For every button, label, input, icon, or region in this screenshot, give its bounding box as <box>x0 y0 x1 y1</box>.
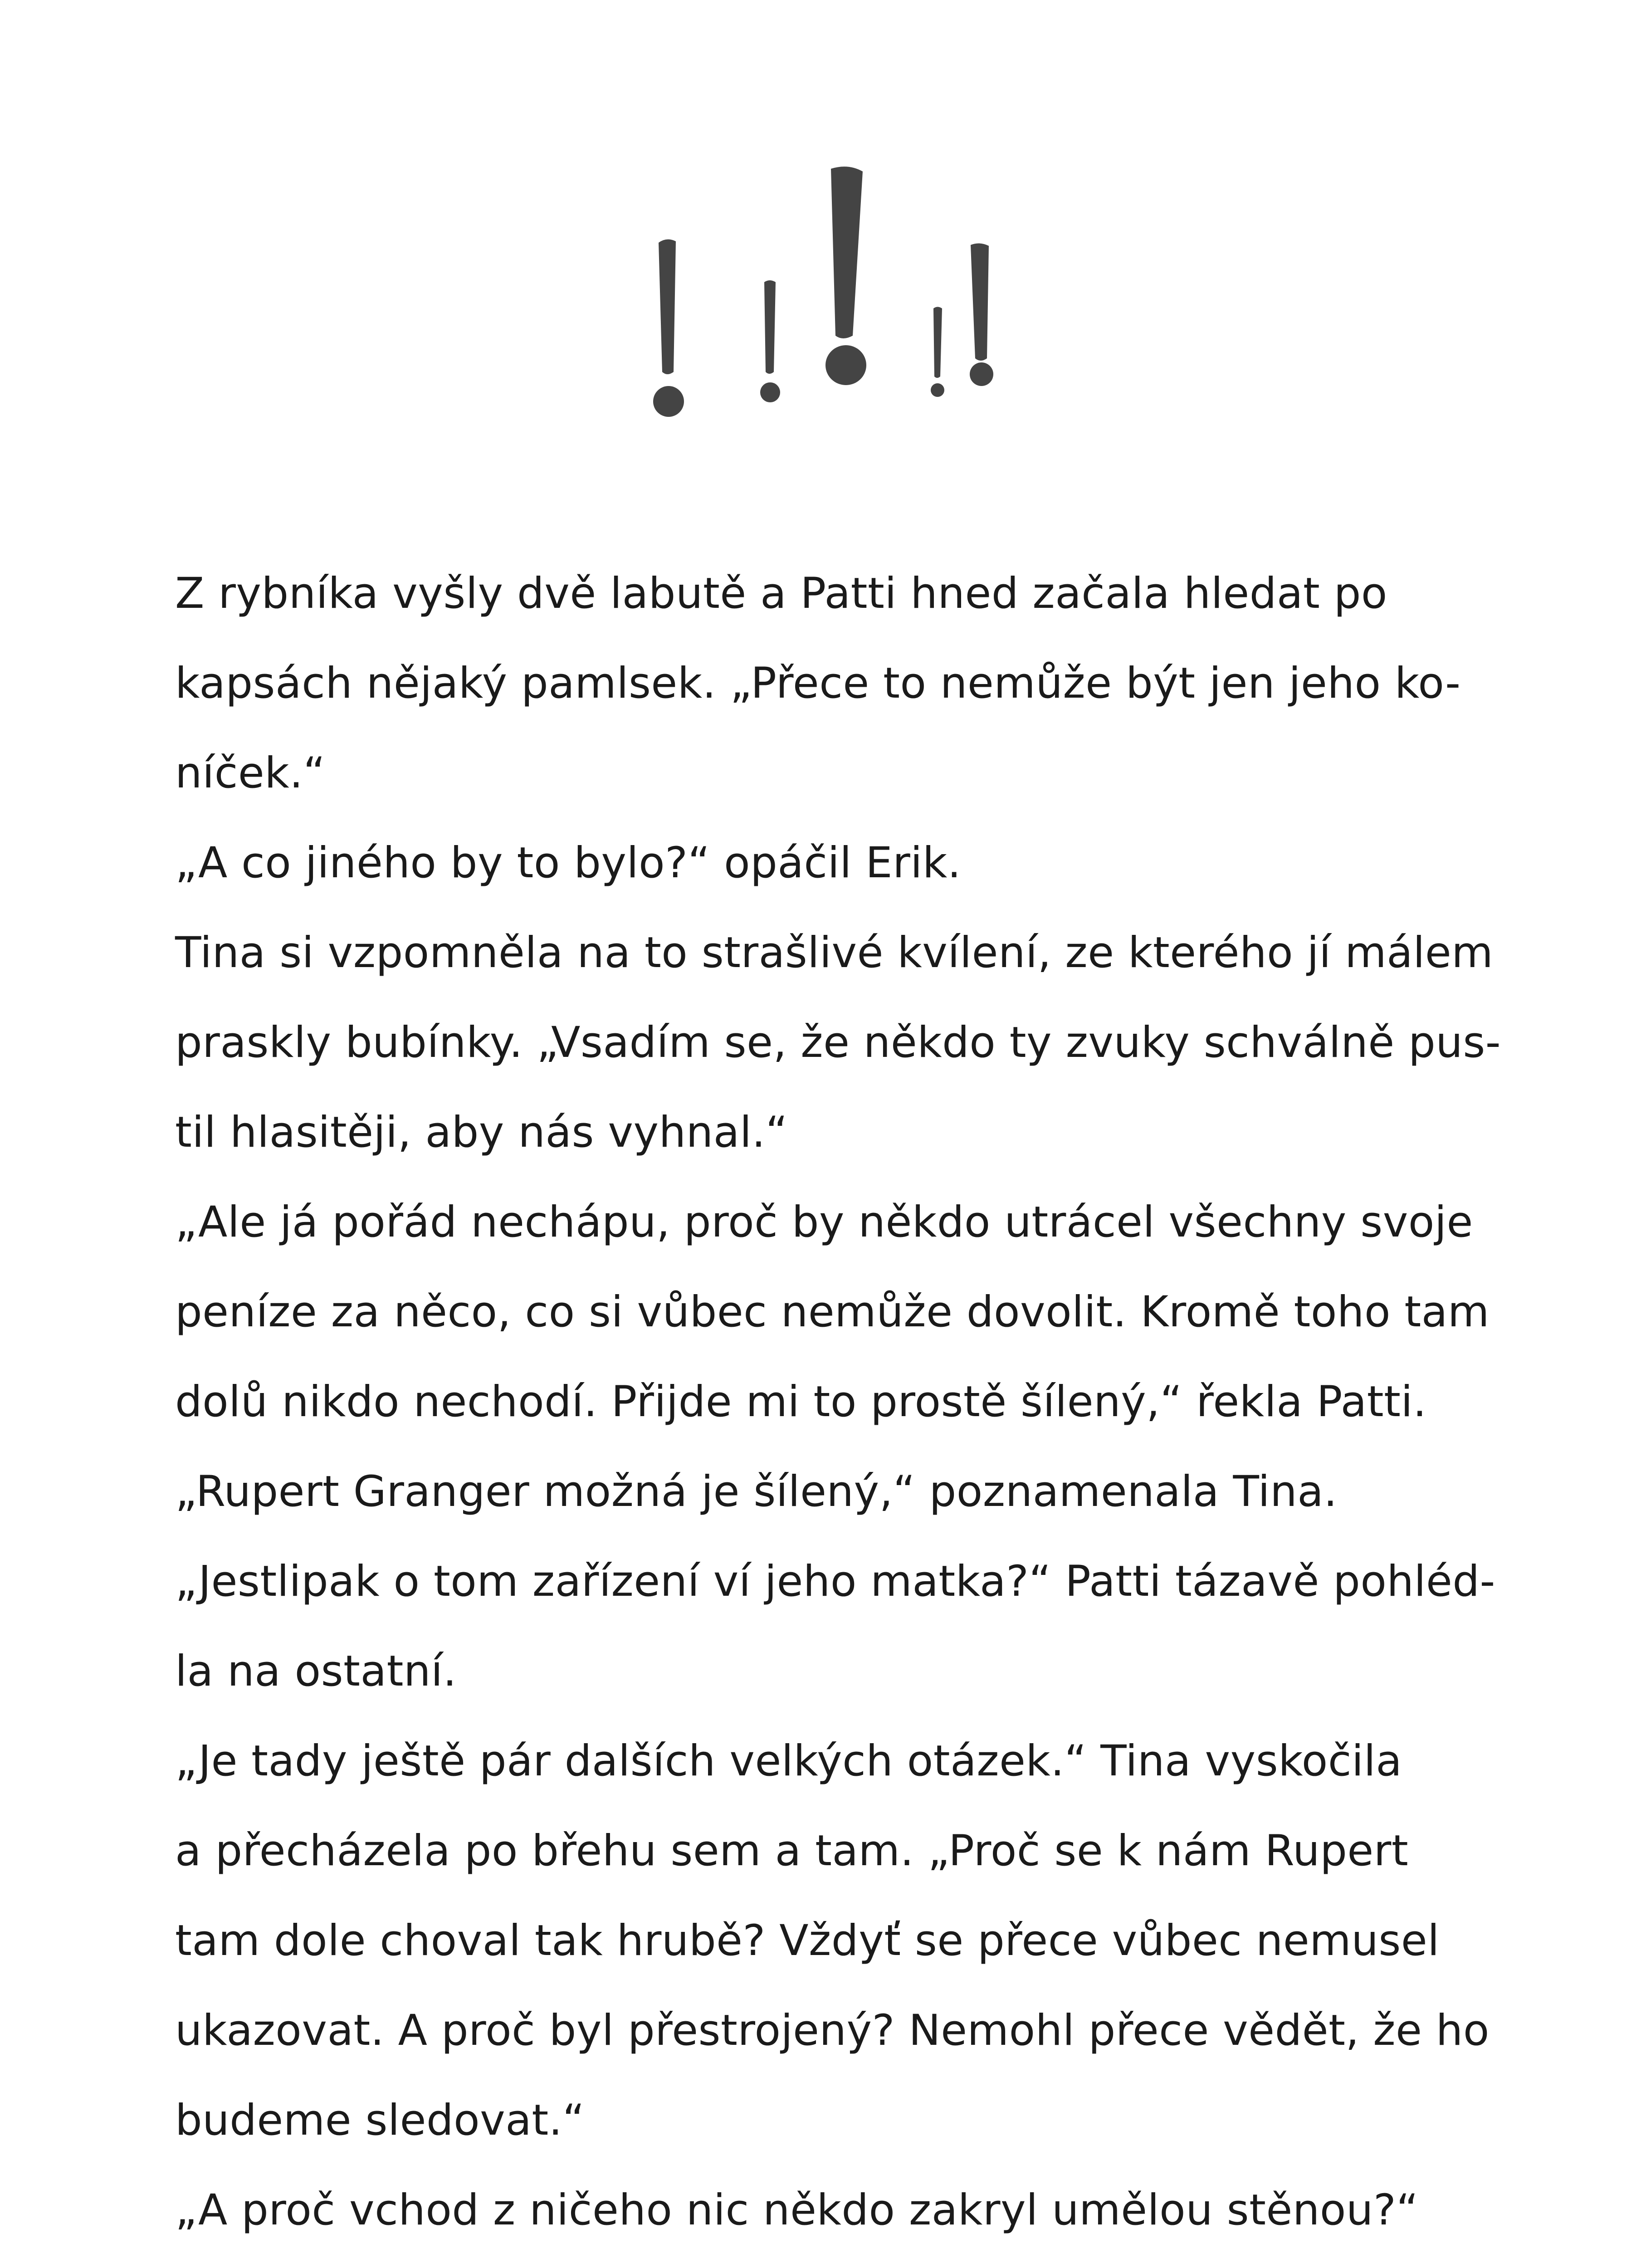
text-line: „Ale já pořád nechápu, proč by někdo utrácel všechny svoje <box>175 1198 1473 1247</box>
text-line: praskly bubínky. „Vsadím se, že někdo ty zvuky schválně pus- <box>175 1018 1501 1067</box>
text-line: a přecházela po břehu sem a tam. „Proč se k nám Rupert <box>175 1826 1409 1876</box>
exclamation-marks-icon <box>653 163 1025 426</box>
text-line: níček.“ <box>175 748 326 798</box>
text-line: Tina si vzpomněla na to strašlivé kvílení, ze kterého jí málem <box>175 928 1494 978</box>
text-line: ukazovat. A proč byl přestrojený? Nemohl přece vědět, že ho <box>175 2006 1490 2055</box>
text-line: dolů nikdo nechodí. Přijde mi to prostě šílený,“ řekla Patti. <box>175 1377 1427 1427</box>
text-line: budeme sledovat.“ <box>175 2096 585 2145</box>
text-line: kapsách nějaký pamlsek. „Přece to nemůže být jen jeho ko- <box>175 659 1461 708</box>
text-line: „A co jiného by to bylo?“ opáčil Erik. <box>175 838 962 888</box>
text-line <box>175 2255 1499 2268</box>
body-text <box>175 549 1499 2268</box>
text-line: peníze za něco, co si vůbec nemůže dovolit. Kromě toho tam <box>175 1287 1490 1337</box>
text-line: „Jestlipak o tom zařízení ví jeho matka?“ Patti tázavě pohléd- <box>175 1557 1495 1606</box>
text-line: Z rybníka vyšly dvě labutě a Patti hned začala hledat po <box>175 569 1387 618</box>
text-line: „A proč vchod z ničeho nic někdo zakryl umělou stěnou?“ <box>175 2185 1419 2235</box>
text-line: tam dole choval tak hrubě? Vždyť se přece vůbec nemusel <box>175 1916 1440 1965</box>
text-line: „Rupert Granger možná je šílený,“ poznamenala Tina. <box>175 1467 1338 1516</box>
text-line: la na ostatní. <box>175 1647 457 1696</box>
text-line: til hlasitěji, aby nás vyhnal.“ <box>175 1108 788 1157</box>
text-line: „Je tady ještě pár dalších velkých otázek.“ Tina vyskočila <box>175 1736 1402 1786</box>
